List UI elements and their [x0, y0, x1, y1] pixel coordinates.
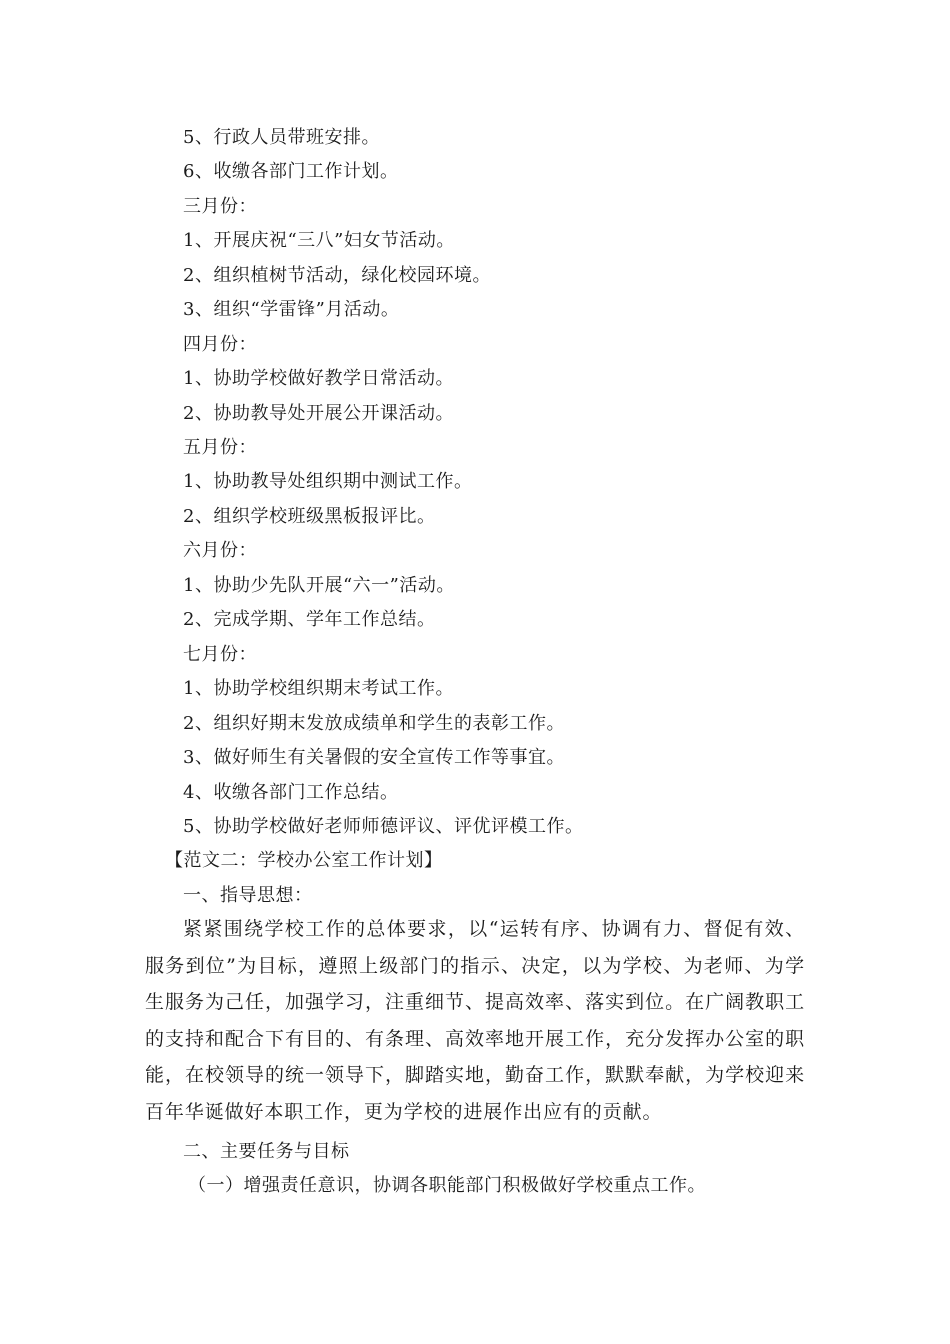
list-item: 1、协助少先队开展“六一”活动。 — [183, 575, 455, 596]
list-item: 6、收缴各部门工作计划。 — [183, 161, 399, 182]
list-item: 1、协助教导处组织期中测试工作。 — [183, 471, 473, 492]
list-item: 5、行政人员带班安排。 — [183, 127, 380, 148]
list-item: 2、协助教导处开展公开课活动。 — [183, 403, 454, 424]
month-heading: 四月份： — [183, 334, 257, 355]
month-heading: 五月份： — [183, 437, 257, 458]
list-item: 2、组织植树节活动，绿化校园环境。 — [183, 265, 491, 286]
list-item: 5、协助学校做好老师师德评议、评优评模工作。 — [183, 816, 584, 837]
list-item: 3、做好师生有关暑假的安全宣传工作等事宜。 — [183, 747, 565, 768]
month-heading: 六月份： — [183, 540, 257, 561]
list-item: 4、收缴各部门工作总结。 — [183, 782, 399, 803]
list-item: 2、组织好期末发放成绩单和学生的表彰工作。 — [183, 713, 565, 734]
list-item: 2、完成学期、学年工作总结。 — [183, 609, 436, 630]
section-heading: 二、主要任务与目标 — [183, 1141, 350, 1162]
list-item: 1、协助学校做好教学日常活动。 — [183, 368, 454, 389]
section-title: 【范文二：学校办公室工作计划】 — [165, 850, 443, 871]
body-paragraph: 紧紧围绕学校工作的总体要求，以“运转有序、协调有力、督促有效、服务到位”为目标，遵照上级部门的指示、决定，以为学校、为老师、为学生服务为己任，加强学习，注重细节、提高效率、落实到位。在广阔教职工的支持和配合下有目的、有条理、高效率地开展工作，充分发挥办公室的职能，在校领导的统一领导下，脚踏实地，勤奋工作，默默奉献，为学校迎来百年华诞做好本职工作，更为学校的进展作出应有的贡献。 — [145, 918, 805, 1123]
sub-heading: （一）增强责任意识，协调各职能部门积极做好学校重点工作。 — [188, 1175, 706, 1196]
list-item: 2、组织学校班级黑板报评比。 — [183, 506, 436, 527]
section-heading: 一、指导思想： — [183, 885, 313, 906]
list-item: 1、开展庆祝“三八”妇女节活动。 — [183, 230, 455, 251]
list-item: 1、协助学校组织期末考试工作。 — [183, 678, 454, 699]
month-heading: 三月份： — [183, 196, 257, 217]
list-item: 3、组织“学雷锋”月活动。 — [183, 299, 400, 320]
month-heading: 七月份： — [183, 644, 257, 665]
